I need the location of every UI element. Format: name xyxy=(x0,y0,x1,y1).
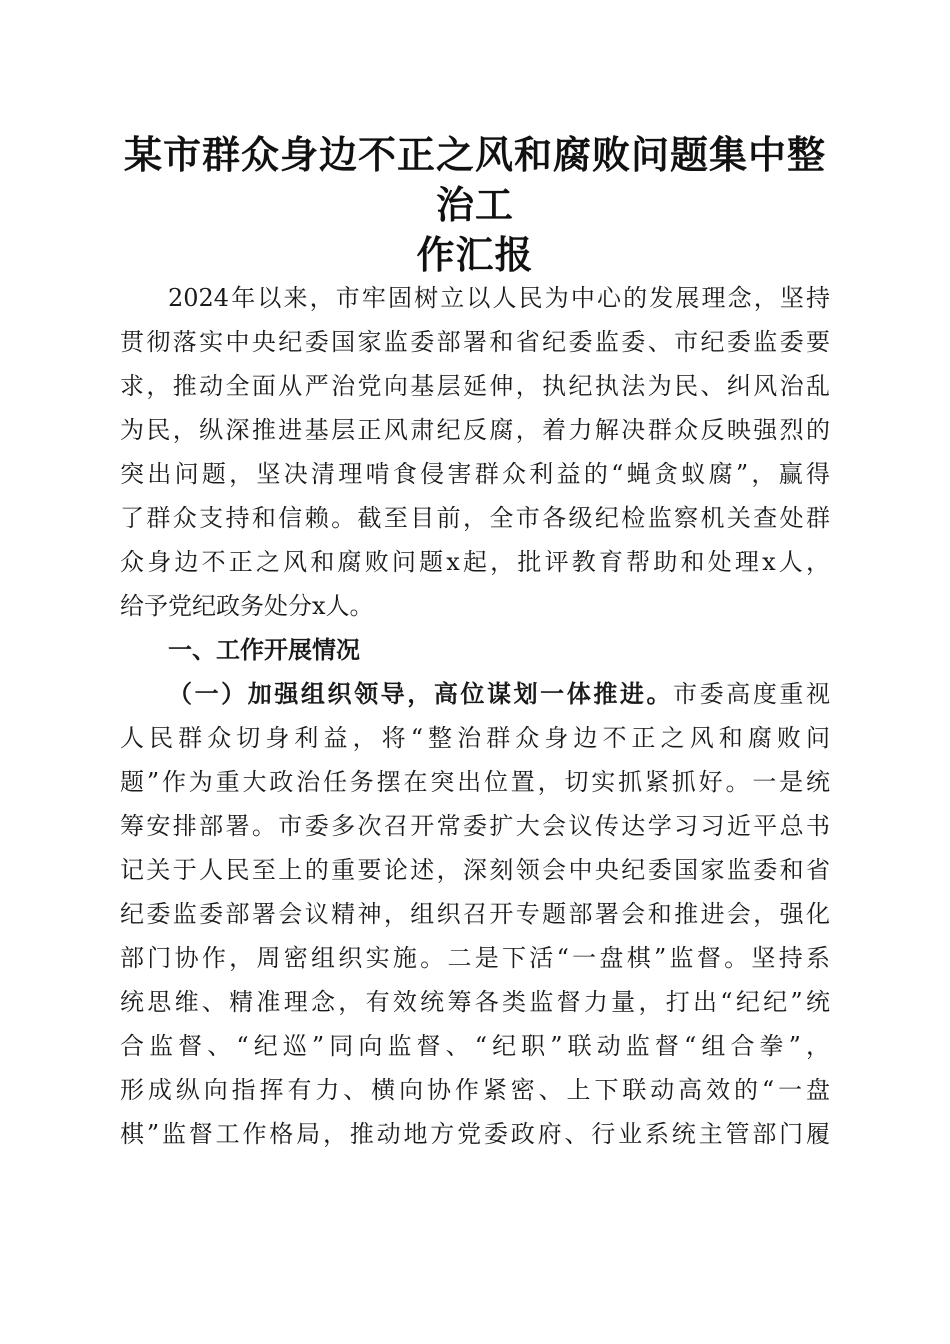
paragraph-line: 筹安排部署。市委多次召开常委扩大会议传达学习习近平总书 xyxy=(120,812,830,840)
paragraph-line: 棋”监督工作格局，推动地方党委政府、行业系统主管部门履 xyxy=(120,1120,830,1148)
paragraph-line: 为民，纵深推进基层正风肃纪反腐，着力解决群众反映强烈的 xyxy=(120,416,830,444)
paragraph-line: 众身边不正之风和腐败问题x起，批评教育帮助和处理x人， xyxy=(120,548,830,576)
paragraph-line: 记关于人民至上的重要论述，深刻领会中央纪委国家监委和省 xyxy=(120,856,830,884)
paragraph-line: 求，推动全面从严治党向基层延伸，执纪执法为民、纠风治乱 xyxy=(120,372,830,400)
subsection-lead: （一）加强组织领导，高位谋划一体推进。 xyxy=(168,679,674,708)
paragraph-line: 合监督、“纪巡”同向监督、“纪职”联动监督“组合拳”， xyxy=(120,1032,830,1060)
paragraph-line: 纪委监委部署会议精神，组织召开专题部署会和推进会，强化 xyxy=(120,900,830,928)
subsection-lead-rest: 市委高度重视 xyxy=(673,680,831,708)
paragraph-line: 题”作为重大政治任务摆在突出位置，切实抓紧抓好。一是统 xyxy=(120,768,830,796)
paragraph-line: 了群众支持和信赖。截至目前，全市各级纪检监察机关查处群 xyxy=(120,504,830,532)
paragraph-line: 突出问题，坚决清理啃食侵害群众利益的“蝇贪蚁腐”，赢得 xyxy=(120,460,830,488)
paragraph-line xyxy=(120,672,830,716)
paragraph-line: 贯彻落实中央纪委国家监委部署和省纪委监委、市纪委监委要 xyxy=(120,328,830,356)
document-title xyxy=(115,130,835,280)
section-heading: 一、工作开展情况 xyxy=(168,636,360,664)
paragraph-line: 形成纵向指挥有力、横向协作紧密、上下联动高效的“一盘 xyxy=(120,1076,830,1104)
paragraph-line: 2024年以来，市牢固树立以人民为中心的发展理念，坚持 xyxy=(168,284,830,312)
title-line-1: 某市群众身边不正之风和腐败问题集中整治工 xyxy=(123,132,826,227)
paragraph-line: 给予党纪政务处分x人。 xyxy=(120,592,374,620)
title-line-2: 作汇报 xyxy=(416,232,534,277)
intro-paragraph xyxy=(120,276,830,628)
paragraph-line: 人民群众切身利益，将“整治群众身边不正之风和腐败问 xyxy=(120,724,830,752)
paragraph-line: 部门协作，周密组织实施。二是下活“一盘棋”监督。坚持系 xyxy=(120,944,830,972)
document-body xyxy=(120,276,830,1156)
paragraph-line: 统思维、精准理念，有效统筹各类监督力量，打出“纪纪”统 xyxy=(120,988,830,1016)
subsection-paragraph xyxy=(120,672,830,1156)
